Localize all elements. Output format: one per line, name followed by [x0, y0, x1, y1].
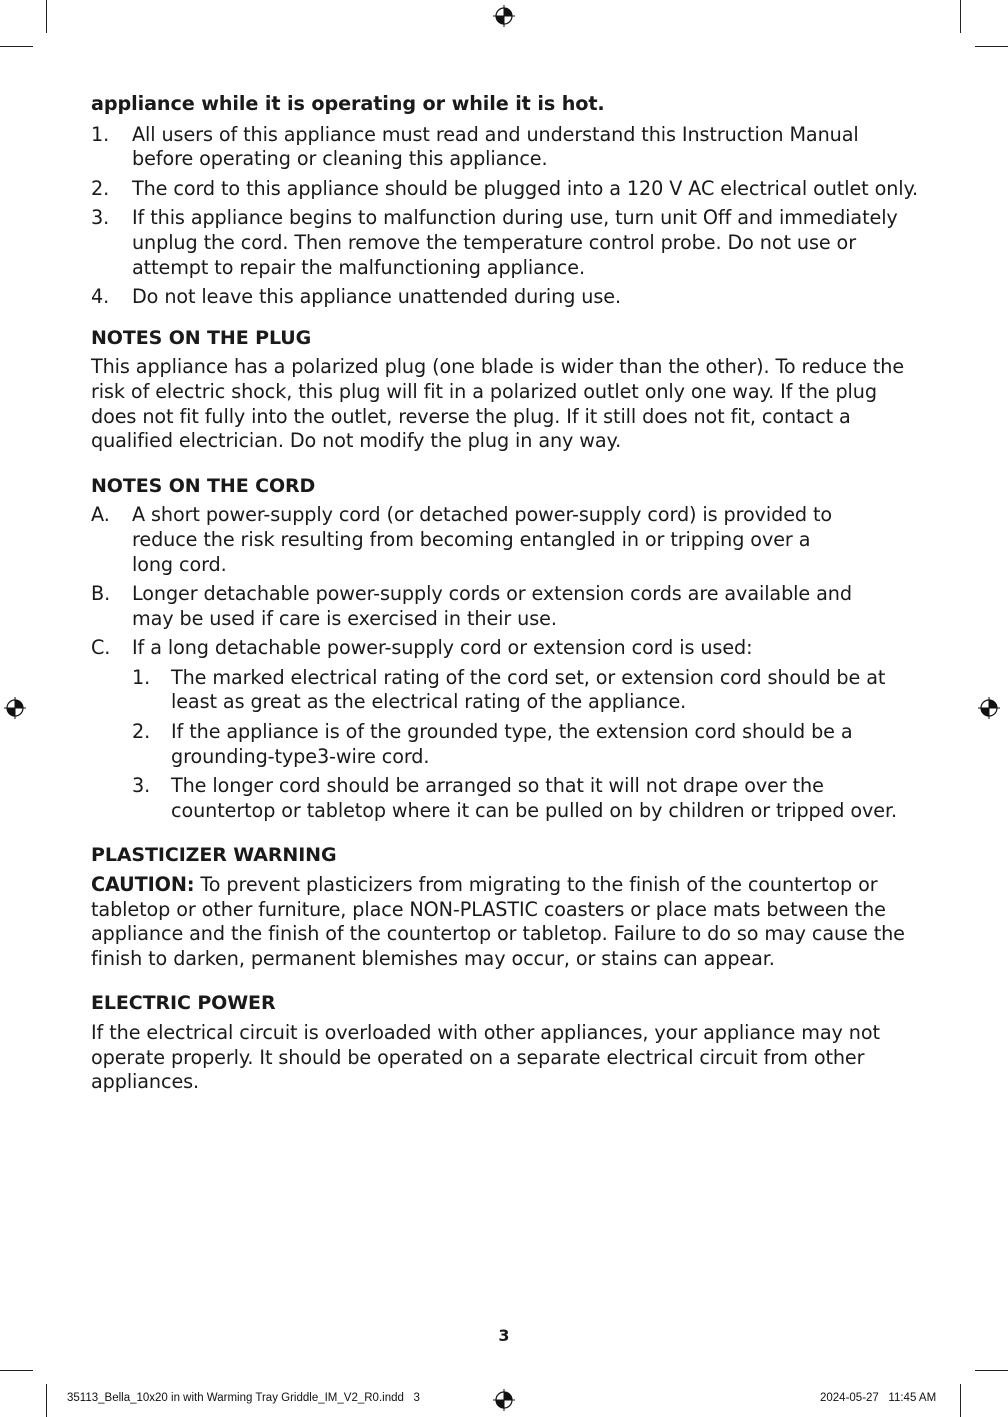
list-item-text: The cord to this appliance should be plugged into a 120 V AC electrical outlet only. — [132, 176, 919, 200]
list-item-text: All users of this appliance must read and understand this Instruction Manual before operating or cleaning this appliance. — [132, 122, 859, 171]
sublist-item-text: The longer cord should be arranged so that it will not drape over the countertop or tabletop where it can be pulled on by children or tripped over. — [171, 774, 898, 822]
safety-instructions-list — [91, 123, 921, 310]
list-item — [91, 582, 921, 631]
list-item — [91, 123, 921, 172]
sublist-marker: 1. — [132, 665, 151, 689]
extension-cord-sublist — [132, 666, 921, 824]
list-item — [91, 177, 921, 202]
list-marker: 2. — [91, 176, 110, 200]
list-item — [91, 503, 921, 577]
section-heading-plasticizer: PLASTICIZER WARNING — [91, 844, 337, 867]
list-item-text: Do not leave this appliance unattended during use. — [132, 285, 621, 309]
list-marker: 1. — [91, 122, 110, 146]
list-item-text: If a long detachable power-supply cord or extension cord is used: — [132, 636, 753, 660]
sublist-item-text: If the appliance is of the grounded type, the extension cord should be a grounding-type3-wire cord. — [171, 720, 853, 768]
crop-mark-top-right-vertical — [960, 0, 961, 33]
registration-mark-top-icon — [493, 5, 515, 27]
slug-timestamp: 2024-05-27 11:45 AM — [820, 1392, 937, 1404]
list-item-text: If this appliance begins to malfunction during use, turn unit Off and immediately unplug the cord. Then remove the temperature control probe. Do not use or attempt to repair the malfunctioning appliance. — [132, 206, 898, 279]
list-marker: B. — [91, 582, 111, 606]
crop-mark-bottom-right-horizontal — [975, 1370, 1008, 1371]
crop-mark-top-right-horizontal — [975, 46, 1008, 47]
plasticizer-text: To prevent plasticizers from migrating to the finish of the countertop or tabletop or other furniture, place NON-PLASTIC coasters or place mats between the appliance and the finish of the countertop or tabletop. Failure to do so may cause the finish to darken, permanent blemishes may occur, or stains can appear. — [91, 873, 905, 970]
page-number: 3 — [498, 1326, 510, 1345]
list-marker: C. — [91, 636, 111, 660]
list-item — [91, 636, 921, 823]
list-item-text: Longer detachable power-supply cords or extension cords are available and may be used if care is exercised in their use. — [132, 582, 852, 630]
sublist-item — [132, 774, 921, 823]
sublist-marker: 3. — [132, 774, 151, 798]
sublist-item — [132, 720, 921, 769]
registration-mark-bottom-icon — [493, 1389, 515, 1411]
list-marker: A. — [91, 503, 110, 527]
slug-file-info: 35113_Bella_10x20 in with Warming Tray Griddle_IM_V2_R0.indd 3 — [67, 1392, 420, 1404]
section-heading-power: ELECTRIC POWER — [91, 992, 276, 1015]
cord-notes-list — [91, 503, 921, 823]
crop-mark-bottom-right-vertical — [960, 1384, 961, 1417]
manual-page-content — [91, 92, 921, 1095]
list-marker: 4. — [91, 285, 110, 309]
list-item — [91, 285, 921, 310]
sublist-marker: 2. — [132, 720, 151, 744]
section-heading-cord: NOTES ON THE CORD — [91, 474, 316, 497]
crop-mark-bottom-left-vertical — [46, 1384, 47, 1417]
plug-paragraph: This appliance has a polarized plug (one blade is wider than the other). To reduce the risk of electric shock, this plug will fit in a polarized outlet only one way. If the plug does not fit fully into the outlet, reverse the plug. If it still does not fit, contact a qualified electrician. Do not modify the plug in any way. — [91, 355, 905, 453]
registration-mark-left-icon — [4, 697, 26, 719]
crop-mark-top-left-vertical — [46, 0, 47, 33]
list-item — [91, 206, 921, 280]
registration-mark-right-icon — [978, 697, 1000, 719]
plasticizer-paragraph — [91, 873, 921, 971]
sublist-item-text: The marked electrical rating of the cord set, or extension cord should be at least as great as the electrical rating of the appliance. — [171, 665, 886, 714]
crop-mark-bottom-left-horizontal — [0, 1370, 33, 1371]
caution-label: CAUTION: — [91, 873, 195, 897]
section-heading-plug: NOTES ON THE PLUG — [91, 326, 312, 349]
sublist-item — [132, 666, 921, 715]
lead-text: appliance while it is operating or while it is hot. — [91, 92, 605, 115]
list-marker: 3. — [91, 206, 110, 230]
power-paragraph: If the electrical circuit is overloaded with other appliances, your appliance may not operate properly. It should be operated on a separate electrical circuit from other appliances. — [91, 1021, 880, 1094]
crop-mark-top-left-horizontal — [0, 46, 33, 47]
list-item-text: A short power-supply cord (or detached power-supply cord) is provided to reduce the risk resulting from becoming entangled in or tripping over a long cord. — [132, 503, 833, 576]
